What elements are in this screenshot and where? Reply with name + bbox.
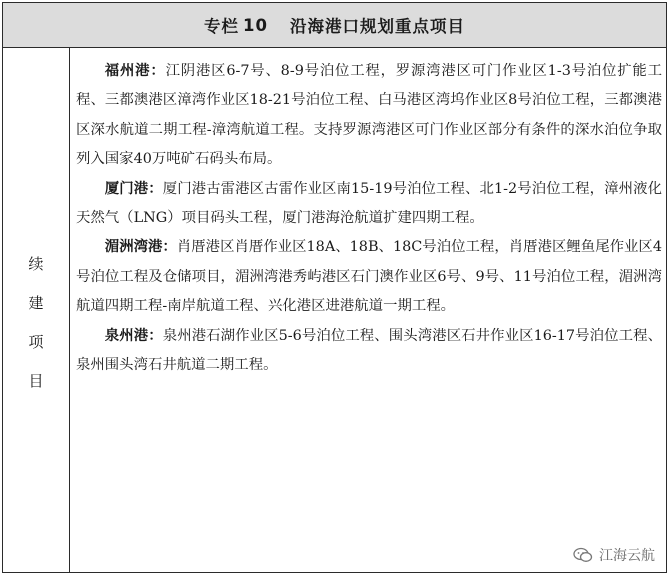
section-meizhouwan — [76, 233, 662, 321]
column-number: 10 — [243, 15, 268, 35]
watermark-text: 江海云航 — [599, 548, 655, 564]
table-header — [3, 3, 666, 48]
category-char: 建 — [28, 294, 44, 312]
wechat-icon — [573, 547, 593, 563]
port-projects: 江阴港区6-7号、8-9号泊位工程，罗源湾港区可门作业区1-3号泊位扩能工程、三都澳港区漳湾作业区18-21号泊位工程、白马港区湾坞作业区8号泊位工程，三都澳港区深水航道二期工程-漳湾航道工程。支持罗源湾港区可门作业区部分有条件的深水泊位争取列入国家40万吨矿石码头布局。 — [76, 63, 662, 168]
category-label — [3, 255, 69, 411]
category-cell — [3, 47, 70, 572]
category-char: 续 — [28, 255, 44, 273]
column-label: 专栏 — [204, 17, 240, 36]
port-name: 泉州港： — [104, 327, 163, 344]
port-projects: 肖厝港区肖厝作业区18A、18B、18C号泊位工程，肖厝港区鲤鱼尾作业区4号泊位工程及仓储项目，湄洲湾港秀屿港区石门澳作业区6号、9号、11号泊位工程，湄洲湾航道四期工程-南岸航道工程、兴化港区进港航道一期工程。 — [76, 239, 662, 315]
project-list — [76, 57, 662, 380]
section-xiamen — [76, 175, 662, 234]
port-name: 福州港： — [104, 63, 166, 79]
port-projects: 泉州港石湖作业区5-6号泊位工程、围头湾港区石井作业区16-17号泊位工程、泉州围头湾石井航道二期工程。 — [76, 327, 662, 374]
table-title: 沿海港口规划重点项目 — [289, 17, 465, 36]
section-fuzhou — [76, 57, 662, 175]
section-quanzhou — [76, 322, 662, 381]
category-char: 目 — [28, 372, 44, 390]
port-projects: 厦门港古雷港区古雷作业区南15-19号泊位工程、北1-2号泊位工程，漳州液化天然气（LNG）项目码头工程，厦门港海沧航道扩建四期工程。 — [76, 180, 662, 227]
port-name: 湄洲湾港： — [104, 239, 177, 256]
port-name: 厦门港： — [104, 180, 163, 197]
category-char: 项 — [28, 333, 44, 351]
watermark — [569, 543, 659, 567]
